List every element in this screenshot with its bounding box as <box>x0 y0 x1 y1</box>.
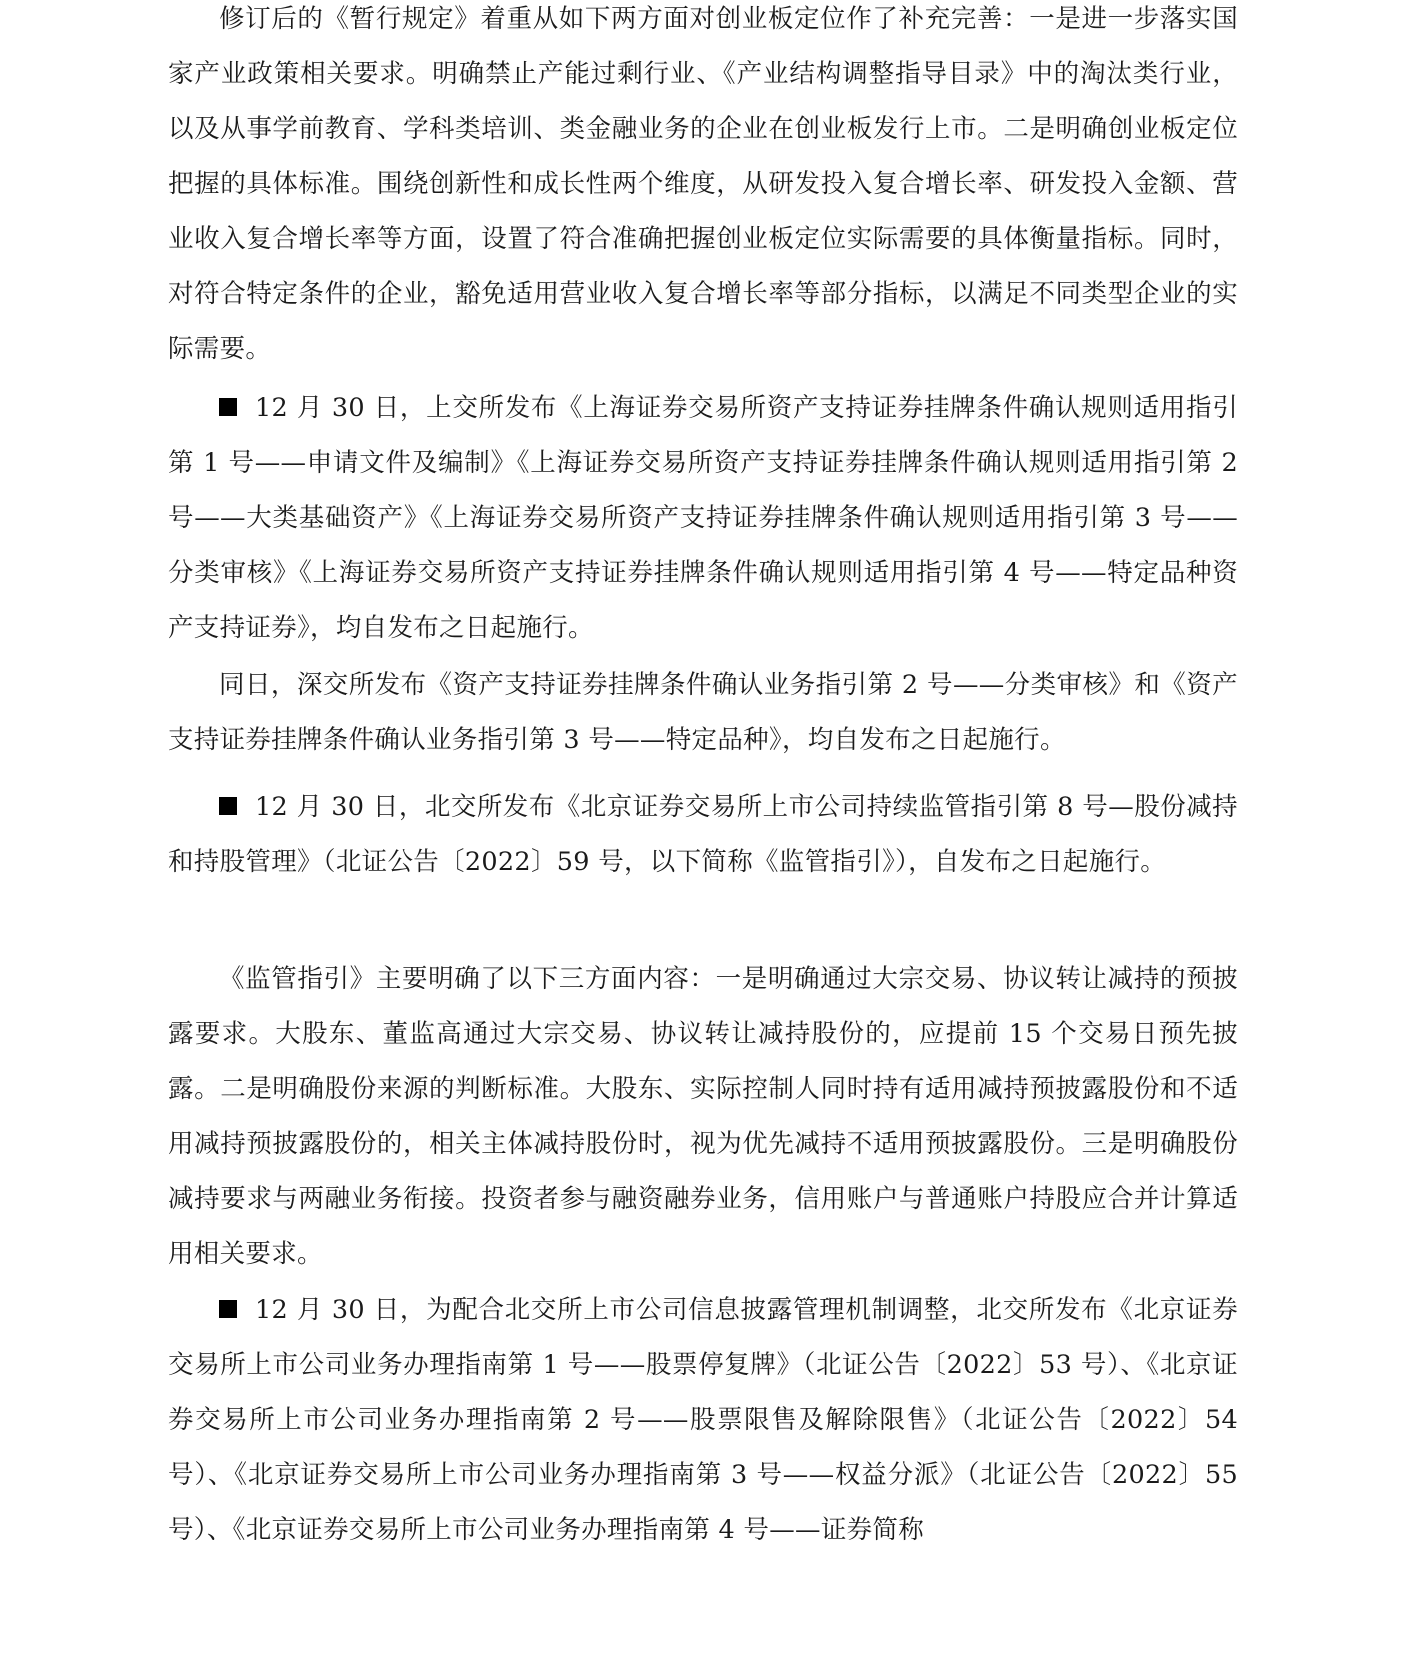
paragraph-chuangyeban-revision <box>168 0 1238 377</box>
square-bullet-icon <box>219 1300 237 1318</box>
paragraph-text: 12 月 30 日，为配合北交所上市公司信息披露管理机制调整，北交所发布《北京证券交易所上市公司业务办理指南第 1 号——股票停复牌》（北证公告〔2022〕53 号）、《北京证券交易所上市公司业务办理指南第 2 号——股票限售及解除限售》（北证公告〔2022〕54 号）、《北京证券交易所上市公司业务办理指南第 3 号——权益分派》（北证公告〔2022〕55 号）、《北京证券交易所上市公司业务办理指南第 4 号——证券简称 <box>168 1295 1238 1545</box>
paragraph-bse-reduction-guideline <box>168 780 1238 890</box>
paragraph-guideline-contents <box>168 952 1238 1282</box>
paragraph-szse-abs-guidelines <box>168 658 1238 768</box>
paragraph-text: 12 月 30 日，上交所发布《上海证券交易所资产支持证券挂牌条件确认规则适用指引第 1 号——申请文件及编制》《上海证券交易所资产支持证券挂牌条件确认规则适用指引第 2 号——大类基础资产》《上海证券交易所资产支持证券挂牌条件确认规则适用指引第 3 号——分类审核》《上海证券交易所资产支持证券挂牌条件确认规则适用指引第 4 号——特定品种资产支持证券》，均自发布之日起施行。 <box>168 393 1238 643</box>
paragraph-bse-business-guides <box>168 1283 1238 1558</box>
paragraph-text: 修订后的《暂行规定》着重从如下两方面对创业板定位作了补充完善：一是进一步落实国家产业政策相关要求。明确禁止产能过剩行业、《产业结构调整指导目录》中的淘汰类行业，以及从事学前教育、学科类培训、类金融业务的企业在创业板发行上市。二是明确创业板定位把握的具体标准。围绕创新性和成长性两个维度，从研发投入复合增长率、研发投入金额、营业收入复合增长率等方面，设置了符合准确把握创业板定位实际需要的具体衡量指标。同时，对符合特定条件的企业，豁免适用营业收入复合增长率等部分指标，以满足不同类型企业的实际需要。 <box>168 4 1238 364</box>
paragraph-text: 同日，深交所发布《资产支持证券挂牌条件确认业务指引第 2 号——分类审核》和《资产支持证券挂牌条件确认业务指引第 3 号——特定品种》，均自发布之日起施行。 <box>168 670 1238 755</box>
square-bullet-icon <box>219 398 237 416</box>
square-bullet-icon <box>219 797 237 815</box>
paragraph-sse-abs-guidelines <box>168 381 1238 656</box>
paragraph-text: 12 月 30 日，北交所发布《北京证券交易所上市公司持续监管指引第 8 号—股份减持和持股管理》（北证公告〔2022〕59 号，以下简称《监管指引》），自发布之日起施行。 <box>168 792 1238 877</box>
paragraph-text: 《监管指引》主要明确了以下三方面内容：一是明确通过大宗交易、协议转让减持的预披露要求。大股东、董监高通过大宗交易、协议转让减持股份的，应提前 15 个交易日预先披露。二是明确股份来源的判断标准。大股东、实际控制人同时持有适用减持预披露股份和不适用减持预披露股份的，相关主体减持股份时，视为优先减持不适用预披露股份。三是明确股份减持要求与两融业务衔接。投资者参与融资融券业务，信用账户与普通账户持股应合并计算适用相关要求。 <box>168 964 1238 1269</box>
